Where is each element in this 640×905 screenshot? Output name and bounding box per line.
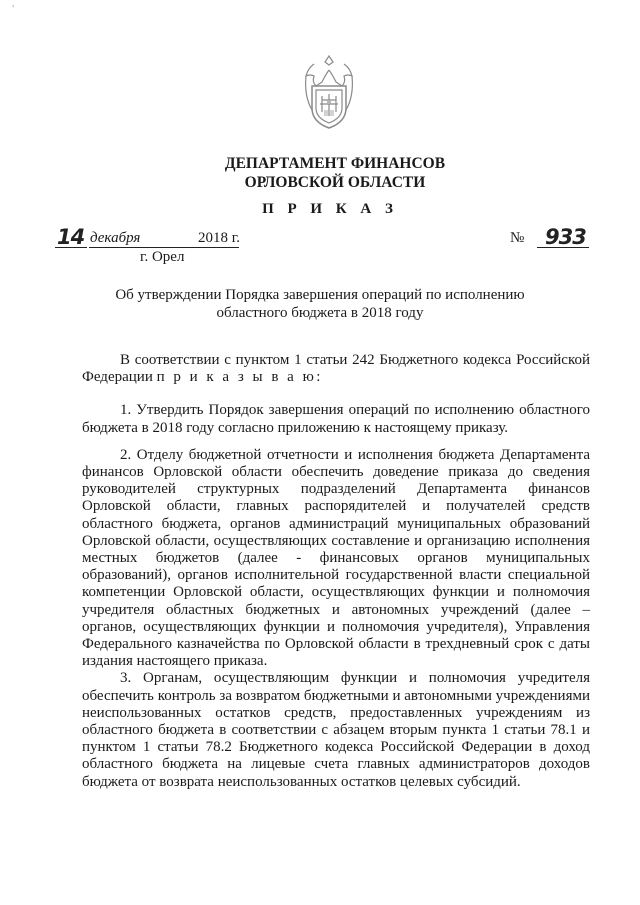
preamble-text: В соответствии с пунктом 1 статьи 242 Бюджетного кодекса Российской Федерации bbox=[82, 352, 590, 386]
date-underline bbox=[89, 247, 239, 248]
day-underline bbox=[55, 247, 87, 248]
item-3-paragraph: 3. Органам, осуществляющим функции и полномочия учредителя обеспечить контроль за возвратом бюджетными и автономными учреждениями неиспользованных остатков средств, предоставленных учреждениям из областного бюджета в соответствии с абзацем вторым пункта 1 статьи 78.1 и пунктом 1 статьи 78.2 Бюджетного кодекса Российской Федерации в доход областного бюджета на лицевые счета главных администраторов доходов бюджета от возврата неиспользованных остатков целевых субсидий. bbox=[82, 670, 590, 790]
handwritten-number: 933 bbox=[545, 225, 586, 249]
preamble-paragraph bbox=[82, 352, 590, 386]
date-number-line bbox=[55, 225, 585, 265]
subject-line-2: областного бюджета в 2018 году bbox=[216, 305, 424, 321]
item-1-paragraph: 1. Утвердить Порядок завершения операций по исполнению областного бюджета в 2018 году согласно приложению к настоящему приказу. bbox=[82, 402, 590, 436]
department-name bbox=[0, 154, 640, 192]
order-subject bbox=[60, 286, 580, 322]
year: 2018 г. bbox=[198, 230, 240, 246]
department-line-1: ДЕПАРТАМЕНТ ФИНАНСОВ bbox=[224, 155, 446, 172]
order-body bbox=[82, 352, 590, 791]
city: г. Орел bbox=[140, 249, 185, 265]
item-2-paragraph: 2. Отделу бюджетной отчетности и исполнения бюджета Департамента финансов Орловской области обеспечить доведение приказа до сведения руководителей структурных подразделений Департамента финансов Орловской области, главных распорядителей и получателей средств областного бюджета, органов администраций муниципальных образований Орловской области, осуществляющих составление и организацию исполнения местных бюджетов (далее - финансовых органов муниципальных образований), органов исполнительной государственной власти специальной компетенции Орловской области, осуществляющих функции и полномочия учредителя областных бюджетных и автономных учреждений (далее – органов, осуществляющих функции и полномочия учредителя), Управления Федерального казначейства по Орловской области в трехдневный срок с даты издания настоящего приказа. bbox=[82, 446, 590, 670]
subject-line-1: Об утверждении Порядка завершения операций по исполнению bbox=[115, 287, 525, 303]
number-underline bbox=[537, 247, 589, 248]
preamble-colon: : bbox=[316, 369, 321, 386]
month: декабря bbox=[90, 230, 141, 246]
department-line-2: ОРЛОВСКОЙ ОБЛАСТИ bbox=[244, 174, 426, 191]
coat-of-arms-emblem bbox=[300, 52, 358, 136]
preamble-order-word: п р и к а з ы в а ю bbox=[156, 369, 317, 386]
document-type: П Р И К А З bbox=[262, 201, 398, 217]
corner-mark: ' bbox=[12, 4, 15, 13]
handwritten-day: 14 bbox=[57, 225, 85, 249]
number-label: № bbox=[510, 230, 525, 246]
